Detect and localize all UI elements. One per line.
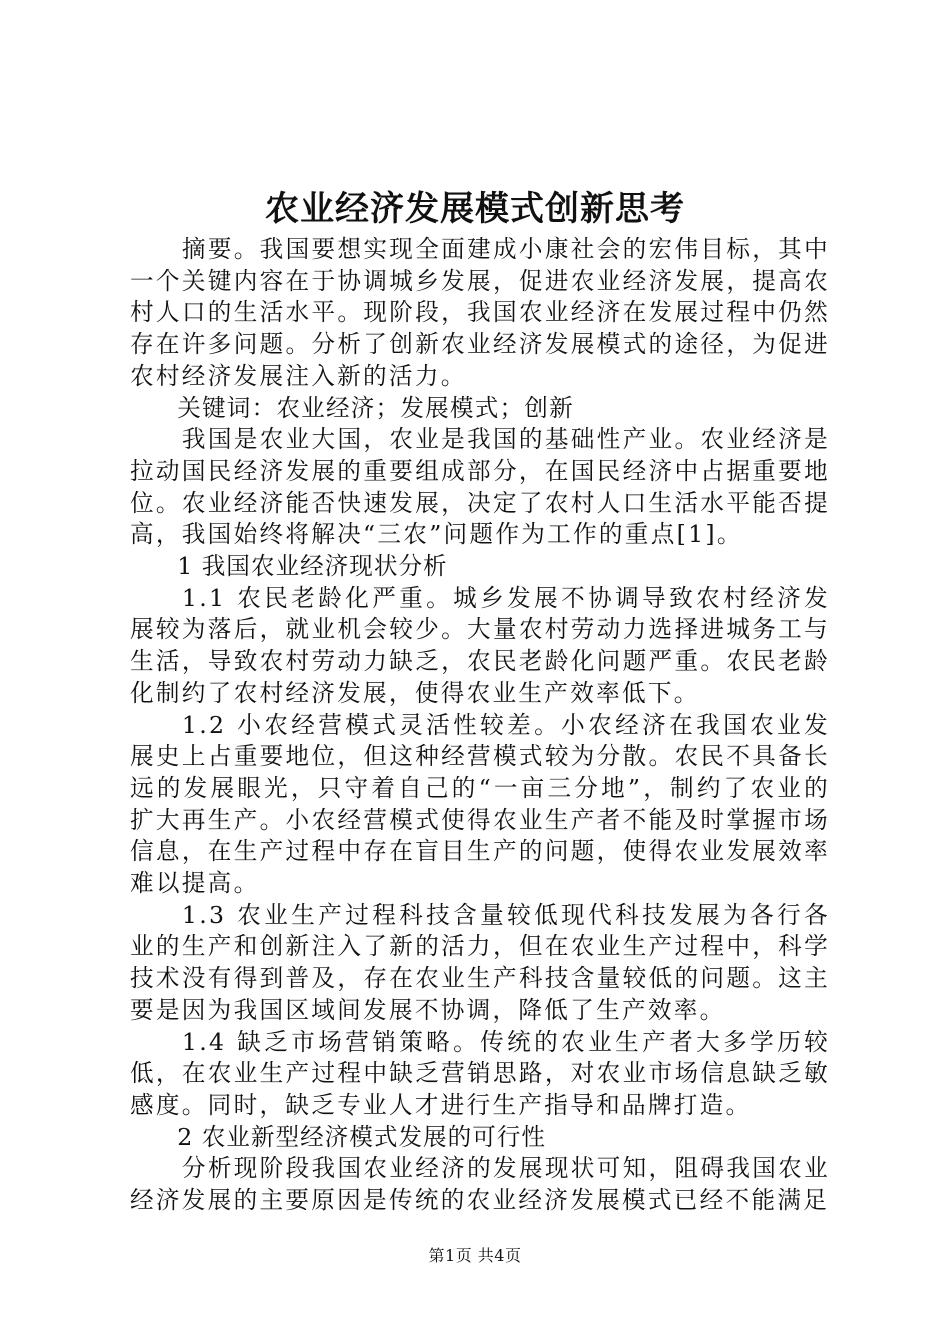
subsection-paragraph-1-4: 1.4 缺乏市场营销策略。传统的农业生产者大多学历较低，在农业生产过程中缺乏营销思路，对农业市场信息缺乏敏感度。同时，缺乏专业人才进行生产指导和品牌打造。 xyxy=(130,1027,830,1119)
document-title: 农业经济发展模式创新思考 xyxy=(265,189,685,229)
section-heading-1: 1 我国农业经济现状分析 xyxy=(177,552,448,581)
section-heading-2: 2 农业新型经济模式发展的可行性 xyxy=(177,1122,547,1151)
page-footer: 第1页 共4页 xyxy=(428,1246,522,1265)
subsection-paragraph-1-2: 1.2 小农经营模式灵活性较差。小农经济在我国农业发展史上占重要地位，但这种经营模式较为分散。农民不具备长远的发展眼光，只守着自己的“一亩三分地”，制约了农业的扩大再生产。小农经营模式使得农业生产者不能及时掌握市场信息，在生产过程中存在盲目生产的问题，使得农业发展效率难以提高。 xyxy=(130,710,830,898)
subsection-paragraph-1-1: 1.1 农民老龄化严重。城乡发展不协调导致农村经济发展较为落后，就业机会较少。大量农村劳动力选择进城务工与生活，导致农村劳动力缺乏，农民老龄化问题严重。农民老龄化制约了农村经济发展，使得农业生产效率低下。 xyxy=(130,583,830,707)
abstract-paragraph: 摘要。我国要想实现全面建成小康社会的宏伟目标，其中一个关键内容在于协调城乡发展，促进农业经济发展，提高农村人口的生活水平。现阶段，我国农业经济在发展过程中仍然存在许多问题。分析了创新农业经济发展模式的途径，为促进农村经济发展注入新的活力。 xyxy=(130,235,830,390)
section-2-paragraph: 分析现阶段我国农业经济的发展现状可知，阻碍我国农业经济发展的主要原因是传统的农业经济发展模式已经不能满足 xyxy=(130,1154,830,1215)
subsection-paragraph-1-3: 1.3 农业生产过程科技含量较低现代科技发展为各行各业的生产和创新注入了新的活力，但在农业生产过程中，科学技术没有得到普及，存在农业生产科技含量较低的问题。这主要是因为我国区域间发展不协调，降低了生产效率。 xyxy=(130,900,830,1024)
intro-paragraph: 我国是农业大国，农业是我国的基础性产业。农业经济是拉动国民经济发展的重要组成部分，在国民经济中占据重要地位。农业经济能否快速发展，决定了农村人口生活水平能否提高，我国始终将解决“三农”问题作为工作的重点[1]。 xyxy=(130,425,830,549)
keywords-line: 关键词：农业经济；发展模式；创新 xyxy=(177,393,574,422)
document-body xyxy=(130,234,830,1217)
